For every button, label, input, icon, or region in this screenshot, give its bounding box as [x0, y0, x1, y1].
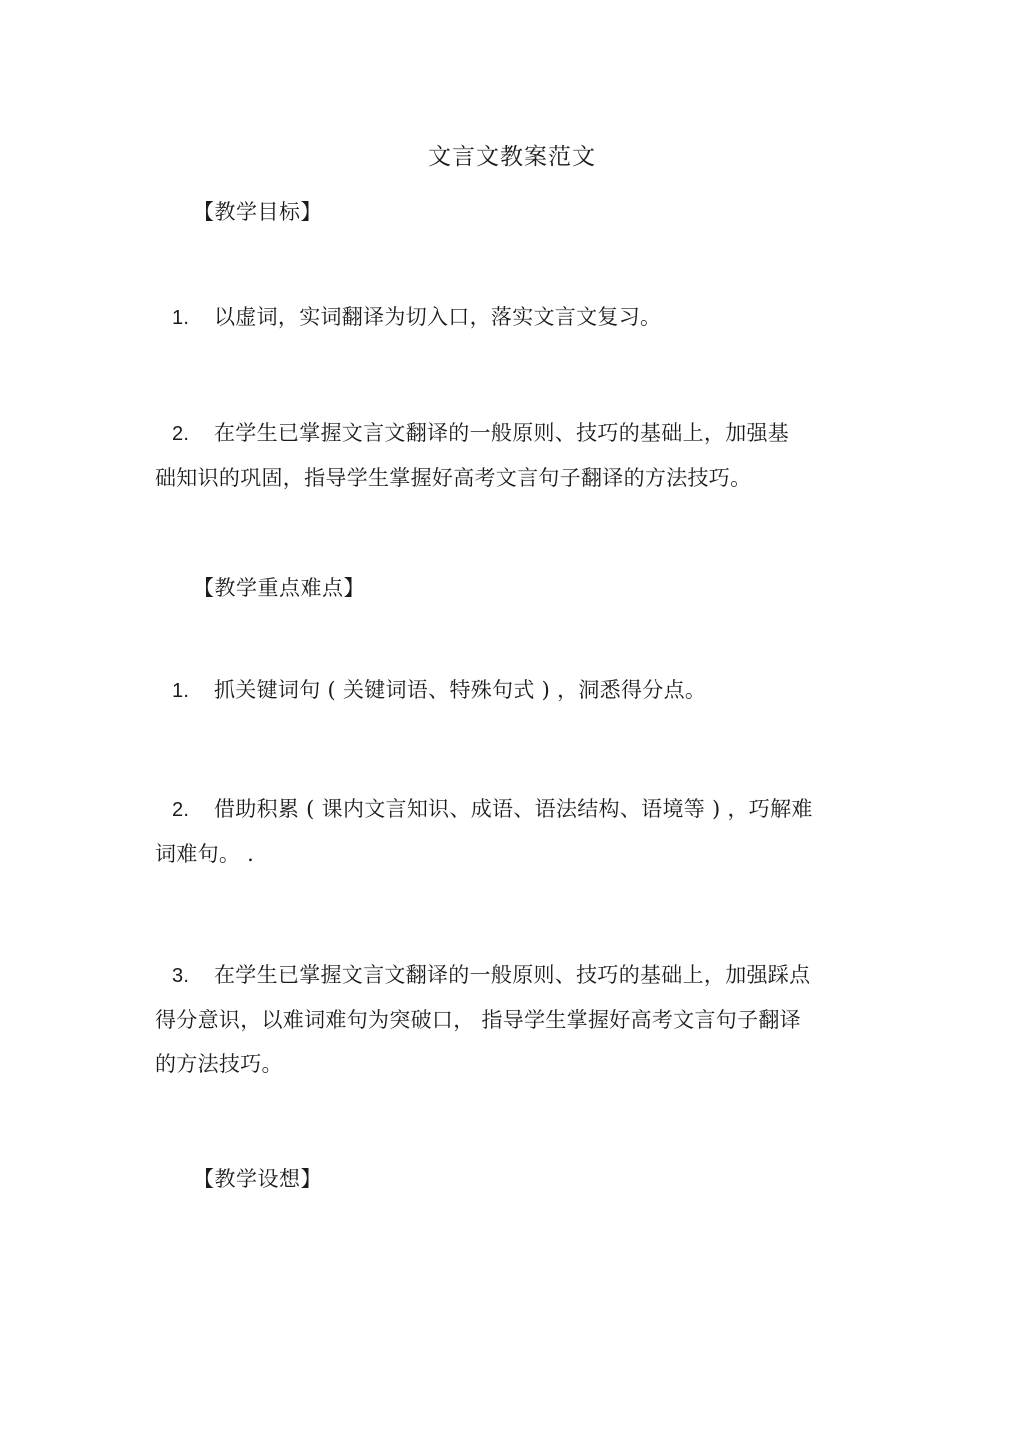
goal-item-2-number: 2.	[172, 423, 190, 445]
section-heading-design: 【教学设想】	[193, 1167, 322, 1191]
goal-item-1	[155, 295, 855, 340]
key-point-item-1-number: 1.	[172, 680, 190, 702]
key-point-item-3	[155, 953, 855, 1086]
key-point-item-1-line-1: 1. 抓关键词句 ( 关键词语、特殊句式 ) ，洞悉得分点。	[155, 668, 855, 713]
key-point-item-3-number: 3.	[172, 965, 190, 987]
key-point-item-2-number: 2.	[172, 799, 190, 821]
goal-item-1-number: 1.	[172, 307, 190, 329]
document-title: 文言文教案范文	[428, 144, 596, 170]
key-point-item-1	[155, 668, 855, 713]
key-point-item-2-line-2: 词难句。 .	[155, 842, 255, 866]
key-point-item-2-line-1: 2. 借助积累 ( 课内文言知识、成语、语法结构、语境等 ) ，巧解难	[155, 787, 855, 832]
goal-item-2	[155, 411, 855, 500]
goal-item-1-line-1: 1. 以虚词，实词翻译为切入口，落实文言文复习。	[155, 295, 855, 340]
key-point-item-2	[155, 787, 855, 876]
key-point-item-3-line-2: 得分意识，以难词难句为突破口， 指导学生掌握好高考文言句子翻译	[155, 1008, 801, 1032]
goal-item-2-line-2: 础知识的巩固，指导学生掌握好高考文言句子翻译的方法技巧。	[155, 466, 752, 490]
goal-item-2-line-1: 2. 在学生已掌握文言文翻译的一般原则、技巧的基础上，加强基	[155, 411, 855, 456]
key-point-item-3-line-1: 3. 在学生已掌握文言文翻译的一般原则、技巧的基础上，加强踩点	[155, 953, 855, 998]
key-point-item-3-line-3: 的方法技巧。	[155, 1052, 283, 1076]
section-heading-goals: 【教学目标】	[193, 200, 322, 224]
section-heading-key-points: 【教学重点难点】	[193, 576, 365, 600]
